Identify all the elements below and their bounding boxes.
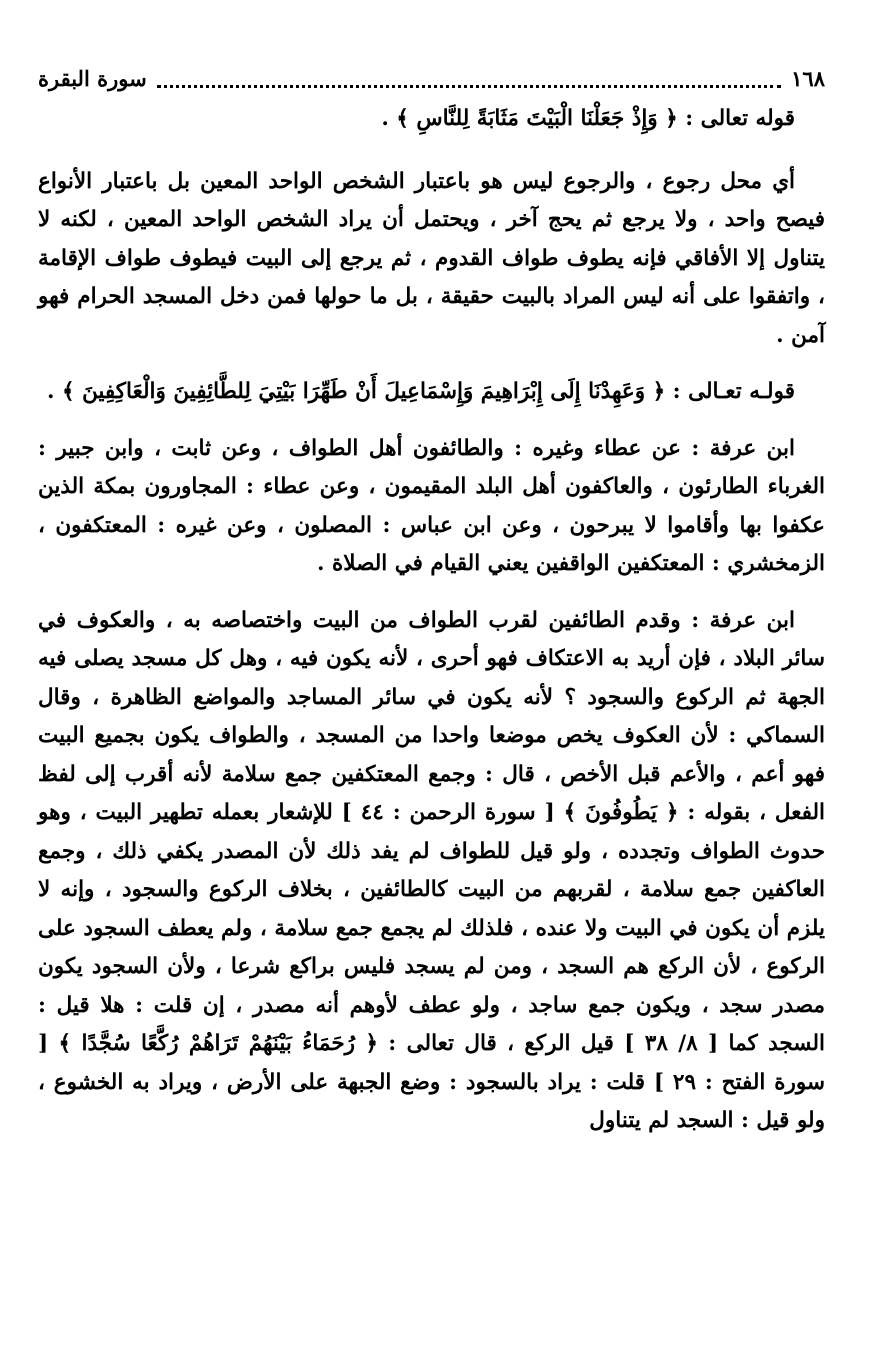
running-header [38, 64, 825, 94]
paragraph-verse-1: قوله تعالى : ﴿ وَإِذْ جَعَلْنَا الْبَيْتَ مَثَابَةً لِلنَّاسِ ﴾ . [381, 106, 795, 131]
page-number: ١٦٨ [791, 66, 825, 91]
paragraph-verse-2: قولـه تعـالى : ﴿ وَعَهِدْنَا إِلَى إِبْرَاهِيمَ وَإِسْمَاعِيلَ أَنْ طَهِّرَا بَيْتِيَ لِلطَّائِفِينَ وَالْعَاكِفِينَ ﴾ . [47, 379, 795, 404]
paragraph-commentary-2: ابن عرفة : عن عطاء وغيره : والطائفون أهل الطواف ، وعن ثابت ، وابن جبير : الغرباء الطارئون ، والعاكفون أهل البلد المقيمون ، وعن عطاء : المجاورون بمكة الذين عكفوا بها وأقاموا لا يبرحون ، وعن ابن عباس : المصلون ، وعن غيره : المعتكفون ، الزمخشري : المعتكفين الواقفين يعني القيام في الصلاة . [38, 435, 825, 576]
paragraph-commentary-1: أي محل رجوع ، والرجوع ليس هو باعتبار الشخص الواحد المعين بل باعتبار الأنواع فيصح واحد ، ولا يرجع ثم يحج آخر ، ويحتمل أن يراد الشخص الواحد المعين ، لكنه لا يتناول إلا الأفاقي فإنه يطوف طواف القدوم ، ثم يرجع إلى البيت فيطوف طواف الإقامة ، واتفقوا على أنه ليس المراد بالبيت حقيقة ، بل ما حولها فمن دخل المسجد الحرام فهو آمن . [38, 168, 825, 348]
paragraph-commentary-3: ابن عرفة : وقدم الطائفين لقرب الطواف من البيت واختصاصه به ، والعكوف في سائر البلاد ، فإن أريد به الاعتكاف فهو أحرى ، لأنه يكون فيه ، وهل كل مسجد يصلى فيه الجهة ثم الركوع والسجود ؟ لأنه يكون في سائر المساجد والمواضع الظاهرة ، وقال السماكي : لأن العكوف يخص موضعا واحدا من المسجد ، والطواف يكون بجميع البيت فهو أعم ، والأعم قبل الأخص ، قال : وجمع المعتكفين جمع سلامة لأنه أقرب إلى لفظ الفعل ، بقوله : ﴿ يَطُوفُونَ ﴾ [ سورة الرحمن : ٤٤ ] للإشعار بعمله تطهير البيت ، وهو حدوث الطواف وتجدده ، ولو قيل للطواف لم يفد ذلك لأن المصدر يكفي ذلك ، وجمع العاكفين جمع سلامة ، لقربهم من البيت كالطائفين ، بخلاف الركوع والسجود ، وإنه لا يلزم أن يكون في البيت ولا عنده ، فلذلك لم يجمع جمع سلامة ، ولم يعطف السجود على الركوع ، لأن الركع هم السجد ، ومن لم يسجد فليس براكع شرعا ، ولأن السجود يكون مصدر سجد ، ويكون جمع ساجد ، ولو عطف لأوهم أنه مصدر ، إن قلت : هلا قيل : السجد كما [ ٨/ ٣٨ ] قيل الركع ، قال تعالى : ﴿ رُحَمَاءُ بَيْنَهُمْ تَرَاهُمْ رُكَّعًا سُجَّدًا ﴾ [ سورة الفتح : ٢٩ ] قلت : يراد بالسجود : وضع الجبهة على الأرض ، ويراد به الخشوع ، ولو قيل : السجد لم يتناول [38, 607, 825, 1133]
surah-title: سورة البقرة [38, 66, 147, 91]
header-dotted-leader [157, 71, 781, 88]
